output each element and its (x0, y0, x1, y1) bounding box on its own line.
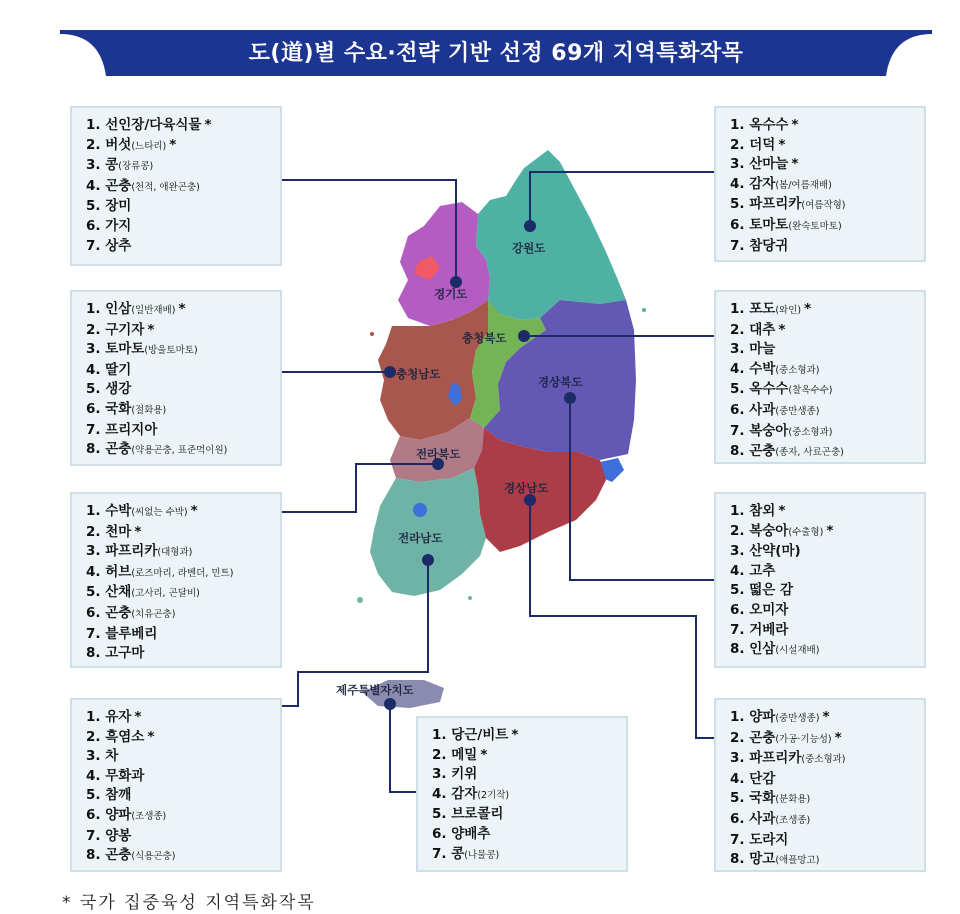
crop-item-detail: (씨없는 수박) (131, 507, 188, 518)
crop-item-detail: (봄/여름재배) (775, 179, 832, 191)
crop-item-detail: (가공·기능성) (775, 733, 832, 745)
crop-item-name: 2. 버섯 (86, 136, 132, 153)
crop-item-name: 3. 마늘 (730, 341, 776, 358)
crop-item-name: 5. 장미 (86, 198, 132, 215)
connector-jeju (390, 704, 416, 792)
crop-item-name: 7. 참당귀 (730, 237, 789, 254)
map-label-jeonnam: 전라남도 (398, 531, 443, 545)
footnote: * 국가 집중육성 지역특화작목 (62, 893, 316, 913)
crop-item-name: 6. 오미자 (730, 601, 789, 618)
crop-item-detail: (완숙토마토) (788, 220, 842, 232)
crop-item (730, 522, 924, 543)
crop-box-chungbuk (714, 290, 926, 464)
crop-item (432, 746, 626, 766)
crop-item (86, 340, 280, 361)
crop-item (730, 810, 924, 831)
national-focus-star: * (134, 709, 142, 725)
crop-item (86, 728, 280, 748)
crop-item (730, 502, 924, 522)
crop-item-detail: (중만생종) (775, 713, 820, 724)
crop-item (86, 502, 280, 523)
crop-item-detail: (장류콩) (118, 161, 154, 173)
crop-item-name: 6. 사과 (730, 810, 776, 827)
crop-item-name: 6. 가지 (86, 217, 132, 234)
region-gwangju-water (413, 503, 427, 517)
crop-item (432, 726, 626, 746)
crop-item-name: 8. 인삼 (730, 641, 776, 658)
map-label-gyeonggi: 경기도 (434, 287, 468, 301)
crop-item-name: 5. 파프리카 (730, 196, 802, 213)
crop-item-name: 8. 고구마 (86, 645, 145, 662)
crop-item-name: 2. 복숭아 (730, 522, 789, 539)
crop-item (86, 604, 280, 625)
crop-item (730, 321, 924, 341)
crop-item (86, 400, 280, 421)
crop-item-name: 3. 토마토 (86, 341, 145, 358)
crop-item-name: 1. 유자 (86, 709, 132, 725)
crop-item (86, 136, 280, 157)
crop-item-detail: (식용곤충) (131, 851, 176, 863)
crop-item (730, 831, 924, 851)
crop-item (86, 177, 280, 198)
national-focus-star: * (822, 709, 830, 725)
map-label-chungnam: 충청남도 (396, 367, 441, 381)
crop-item-detail: (치유곤충) (131, 608, 176, 620)
crop-box-gyeonggi (70, 106, 282, 266)
crop-box-gyeongnam (714, 698, 926, 872)
crop-item (432, 845, 626, 866)
region-gangwon (476, 150, 626, 320)
national-focus-star: * (134, 523, 142, 540)
crop-item-name: 8. 곤충 (86, 441, 132, 458)
crop-item (730, 116, 924, 136)
crop-item-name: 6. 곤충 (86, 604, 132, 621)
crop-item (86, 156, 280, 177)
national-focus-star: * (826, 522, 834, 539)
crop-item-detail: (2기작) (477, 789, 510, 801)
national-focus-star: * (778, 503, 786, 519)
crop-item (730, 340, 924, 360)
map-label-jeonbuk: 전라북도 (416, 447, 461, 461)
crop-item-name: 7. 상추 (86, 237, 132, 254)
map-label-jeju: 제주특별자치도 (336, 683, 414, 697)
crop-item-name: 4. 감자 (730, 175, 776, 192)
crop-item (730, 749, 924, 770)
crop-box-jeonbuk (70, 492, 282, 668)
map-label-gyeongnam: 경상남도 (504, 481, 549, 495)
crop-item (730, 237, 924, 257)
crop-item-name: 6. 사과 (730, 401, 776, 418)
crop-item (730, 770, 924, 790)
crop-item (730, 850, 924, 871)
national-focus-star: * (511, 727, 519, 743)
crop-item-detail: (일반재배) (131, 305, 176, 316)
crop-item-detail: (조생종) (131, 810, 167, 822)
crop-item (730, 708, 924, 729)
crop-item-name: 4. 수박 (730, 360, 776, 377)
national-focus-star: * (778, 321, 786, 338)
crop-item (432, 825, 626, 845)
national-focus-star: * (147, 728, 155, 745)
crop-item-name: 5. 국화 (730, 790, 776, 807)
crop-item-name: 8. 망고 (730, 851, 776, 868)
crop-item (86, 440, 280, 461)
crop-item-name: 3. 콩 (86, 157, 119, 174)
crop-item (86, 846, 280, 867)
crop-item (86, 300, 280, 321)
map-label-chungbuk: 충청북도 (462, 331, 507, 345)
crop-item (730, 789, 924, 810)
crop-item (86, 827, 280, 847)
crop-item (730, 581, 924, 601)
crop-box-jeonnam (70, 698, 282, 872)
crop-item-detail: (느타리) (131, 140, 167, 152)
crop-item (432, 805, 626, 825)
crop-item-detail: (대형과) (157, 547, 193, 559)
crop-item-name: 3. 키위 (432, 766, 478, 783)
crop-item (86, 708, 280, 728)
crop-item-detail: (고사리, 곤달비) (131, 588, 200, 600)
crop-item (730, 442, 924, 463)
crop-item (730, 360, 924, 381)
crop-item-name: 1. 포도 (730, 301, 776, 317)
crop-item-name: 6. 토마토 (730, 216, 789, 233)
crop-item (730, 562, 924, 582)
crop-item-detail: (방울토마토) (144, 345, 198, 357)
crop-item-detail: (약용곤충, 표준먹이원) (131, 445, 228, 457)
crop-item (730, 621, 924, 641)
crop-item (86, 421, 280, 441)
crop-item-name: 3. 차 (86, 748, 119, 765)
crop-item-name: 1. 당근/비트 (432, 727, 509, 743)
crop-item (730, 640, 924, 661)
crop-item-name: 6. 양배추 (432, 825, 491, 842)
crop-item-name: 3. 산마늘 (730, 156, 789, 173)
crop-item-name: 4. 단감 (730, 770, 776, 787)
crop-item-name: 4. 곤충 (86, 177, 132, 194)
crop-item-detail: (여름작형) (801, 200, 846, 212)
crop-item-detail: (시설재배) (775, 645, 820, 657)
crop-item-name: 2. 구기자 (86, 321, 145, 338)
connector-gyeongnam (530, 500, 714, 738)
crop-item (730, 729, 924, 750)
crop-item-name: 7. 양봉 (86, 827, 132, 844)
crop-item-detail: (애플망고) (775, 855, 820, 867)
crop-item-name: 7. 거베라 (730, 621, 789, 638)
crop-item-name: 1. 양파 (730, 709, 776, 725)
crop-item-detail: (천적, 애완곤충) (131, 181, 200, 193)
crop-item-name: 2. 메밀 (432, 746, 478, 763)
crop-item-name: 2. 천마 (86, 523, 132, 540)
crop-item-detail: (조생종) (775, 814, 811, 826)
crop-item (730, 401, 924, 422)
crop-item-name: 5. 생강 (86, 381, 132, 398)
crop-item (730, 542, 924, 562)
crop-item-name: 3. 파프리카 (86, 543, 158, 560)
crop-item-name: 5. 브로콜리 (432, 806, 504, 823)
national-focus-star: * (169, 136, 177, 153)
crop-item-name: 7. 블루베리 (86, 625, 158, 642)
crop-item (730, 422, 924, 443)
crop-item (86, 217, 280, 237)
crop-box-gangwon (714, 106, 926, 262)
crop-item-name: 3. 산약(마) (730, 543, 801, 560)
crop-item-detail: (로즈마리, 라벤더, 민트) (131, 567, 234, 579)
crop-item-name: 8. 곤충 (86, 847, 132, 864)
crop-item-detail: (중소형과) (788, 426, 833, 438)
crop-item-name: 7. 콩 (432, 845, 465, 862)
crop-item (86, 644, 280, 664)
crop-item (730, 216, 924, 237)
crop-item (86, 380, 280, 400)
national-focus-star: * (778, 136, 786, 153)
crop-item (86, 747, 280, 767)
crop-item-name: 4. 고추 (730, 562, 776, 579)
crop-item (730, 380, 924, 401)
crop-item (86, 563, 280, 584)
crop-item (730, 195, 924, 216)
map-label-gangwon: 강원도 (512, 241, 546, 255)
map-label-gyeongbuk: 경상북도 (538, 375, 583, 389)
crop-item-name: 7. 복숭아 (730, 422, 789, 439)
crop-item (730, 175, 924, 196)
region-gyeonggi (398, 202, 490, 326)
national-focus-star: * (147, 321, 155, 338)
crop-item-name: 3. 파프리카 (730, 750, 802, 767)
crop-item (730, 300, 924, 321)
crop-item (86, 542, 280, 563)
crop-item-name: 7. 프리지아 (86, 421, 158, 438)
crop-item (730, 601, 924, 621)
crop-item (86, 767, 280, 787)
national-focus-star: * (791, 117, 799, 133)
crop-item-name: 1. 인삼 (86, 301, 132, 317)
crop-item (730, 136, 924, 156)
crop-item-name: 6. 양파 (86, 806, 132, 823)
crop-item-name: 8. 곤충 (730, 443, 776, 460)
crop-box-jeju (416, 716, 628, 872)
national-focus-star: * (190, 503, 198, 519)
crop-item (86, 786, 280, 806)
crop-item (86, 197, 280, 217)
crop-item-name: 1. 참외 (730, 503, 776, 519)
crop-item (432, 765, 626, 785)
crop-item (86, 583, 280, 604)
crop-box-chungnam (70, 290, 282, 466)
crop-item-name: 5. 떫은 감 (730, 582, 794, 599)
crop-item-name: 4. 무화과 (86, 767, 145, 784)
crop-item-name: 4. 허브 (86, 563, 132, 580)
crop-box-gyeongbuk (714, 492, 926, 668)
crop-item (86, 237, 280, 257)
crop-item-name: 7. 도라지 (730, 831, 789, 848)
crop-item-detail: (찰옥수수) (788, 385, 833, 397)
crop-item-detail: (수출형) (788, 526, 824, 538)
crop-item-name: 1. 옥수수 (730, 117, 789, 133)
crop-item-name: 5. 옥수수 (730, 381, 789, 398)
crop-item-name: 2. 대추 (730, 321, 776, 338)
crop-item-name: 2. 곤충 (730, 729, 776, 746)
crop-item-name: 4. 감자 (432, 785, 478, 802)
crop-item-detail: (와인) (775, 305, 802, 316)
crop-item-name: 1. 수박 (86, 503, 132, 519)
crop-item-name: 5. 산채 (86, 584, 132, 601)
crop-item (86, 321, 280, 341)
crop-item-name: 1. 선인장/다육식물 (86, 117, 202, 133)
crop-item-name: 4. 딸기 (86, 361, 132, 378)
national-focus-star: * (204, 117, 212, 133)
crop-item (86, 523, 280, 543)
crop-item-detail: (분화용) (775, 794, 811, 806)
crop-item-detail: (종자, 사료곤충) (775, 447, 844, 459)
national-focus-star: * (791, 156, 799, 173)
crop-item-detail: (절화용) (131, 404, 167, 416)
crop-item-detail: (나물콩) (464, 849, 500, 861)
national-focus-star: * (480, 746, 488, 763)
crop-item (86, 625, 280, 645)
crop-item (86, 806, 280, 827)
crop-item (730, 155, 924, 175)
crop-item-name: 2. 더덕 (730, 136, 776, 153)
national-focus-star: * (804, 301, 812, 317)
crop-item (86, 361, 280, 381)
page-title: 도(道)별 수요·전략 기반 선정 69개 지역특화작목 (248, 41, 744, 66)
crop-item-detail: (중소형과) (801, 754, 846, 766)
crop-item-detail: (중만생종) (775, 405, 820, 417)
crop-item-name: 6. 국화 (86, 400, 132, 417)
crop-item-detail: (중소형과) (775, 364, 820, 376)
crop-item (86, 116, 280, 136)
crop-item (432, 785, 626, 806)
crop-item-name: 5. 참깨 (86, 787, 132, 804)
national-focus-star: * (834, 729, 842, 746)
crop-item-name: 2. 흑염소 (86, 728, 145, 745)
national-focus-star: * (178, 301, 186, 317)
